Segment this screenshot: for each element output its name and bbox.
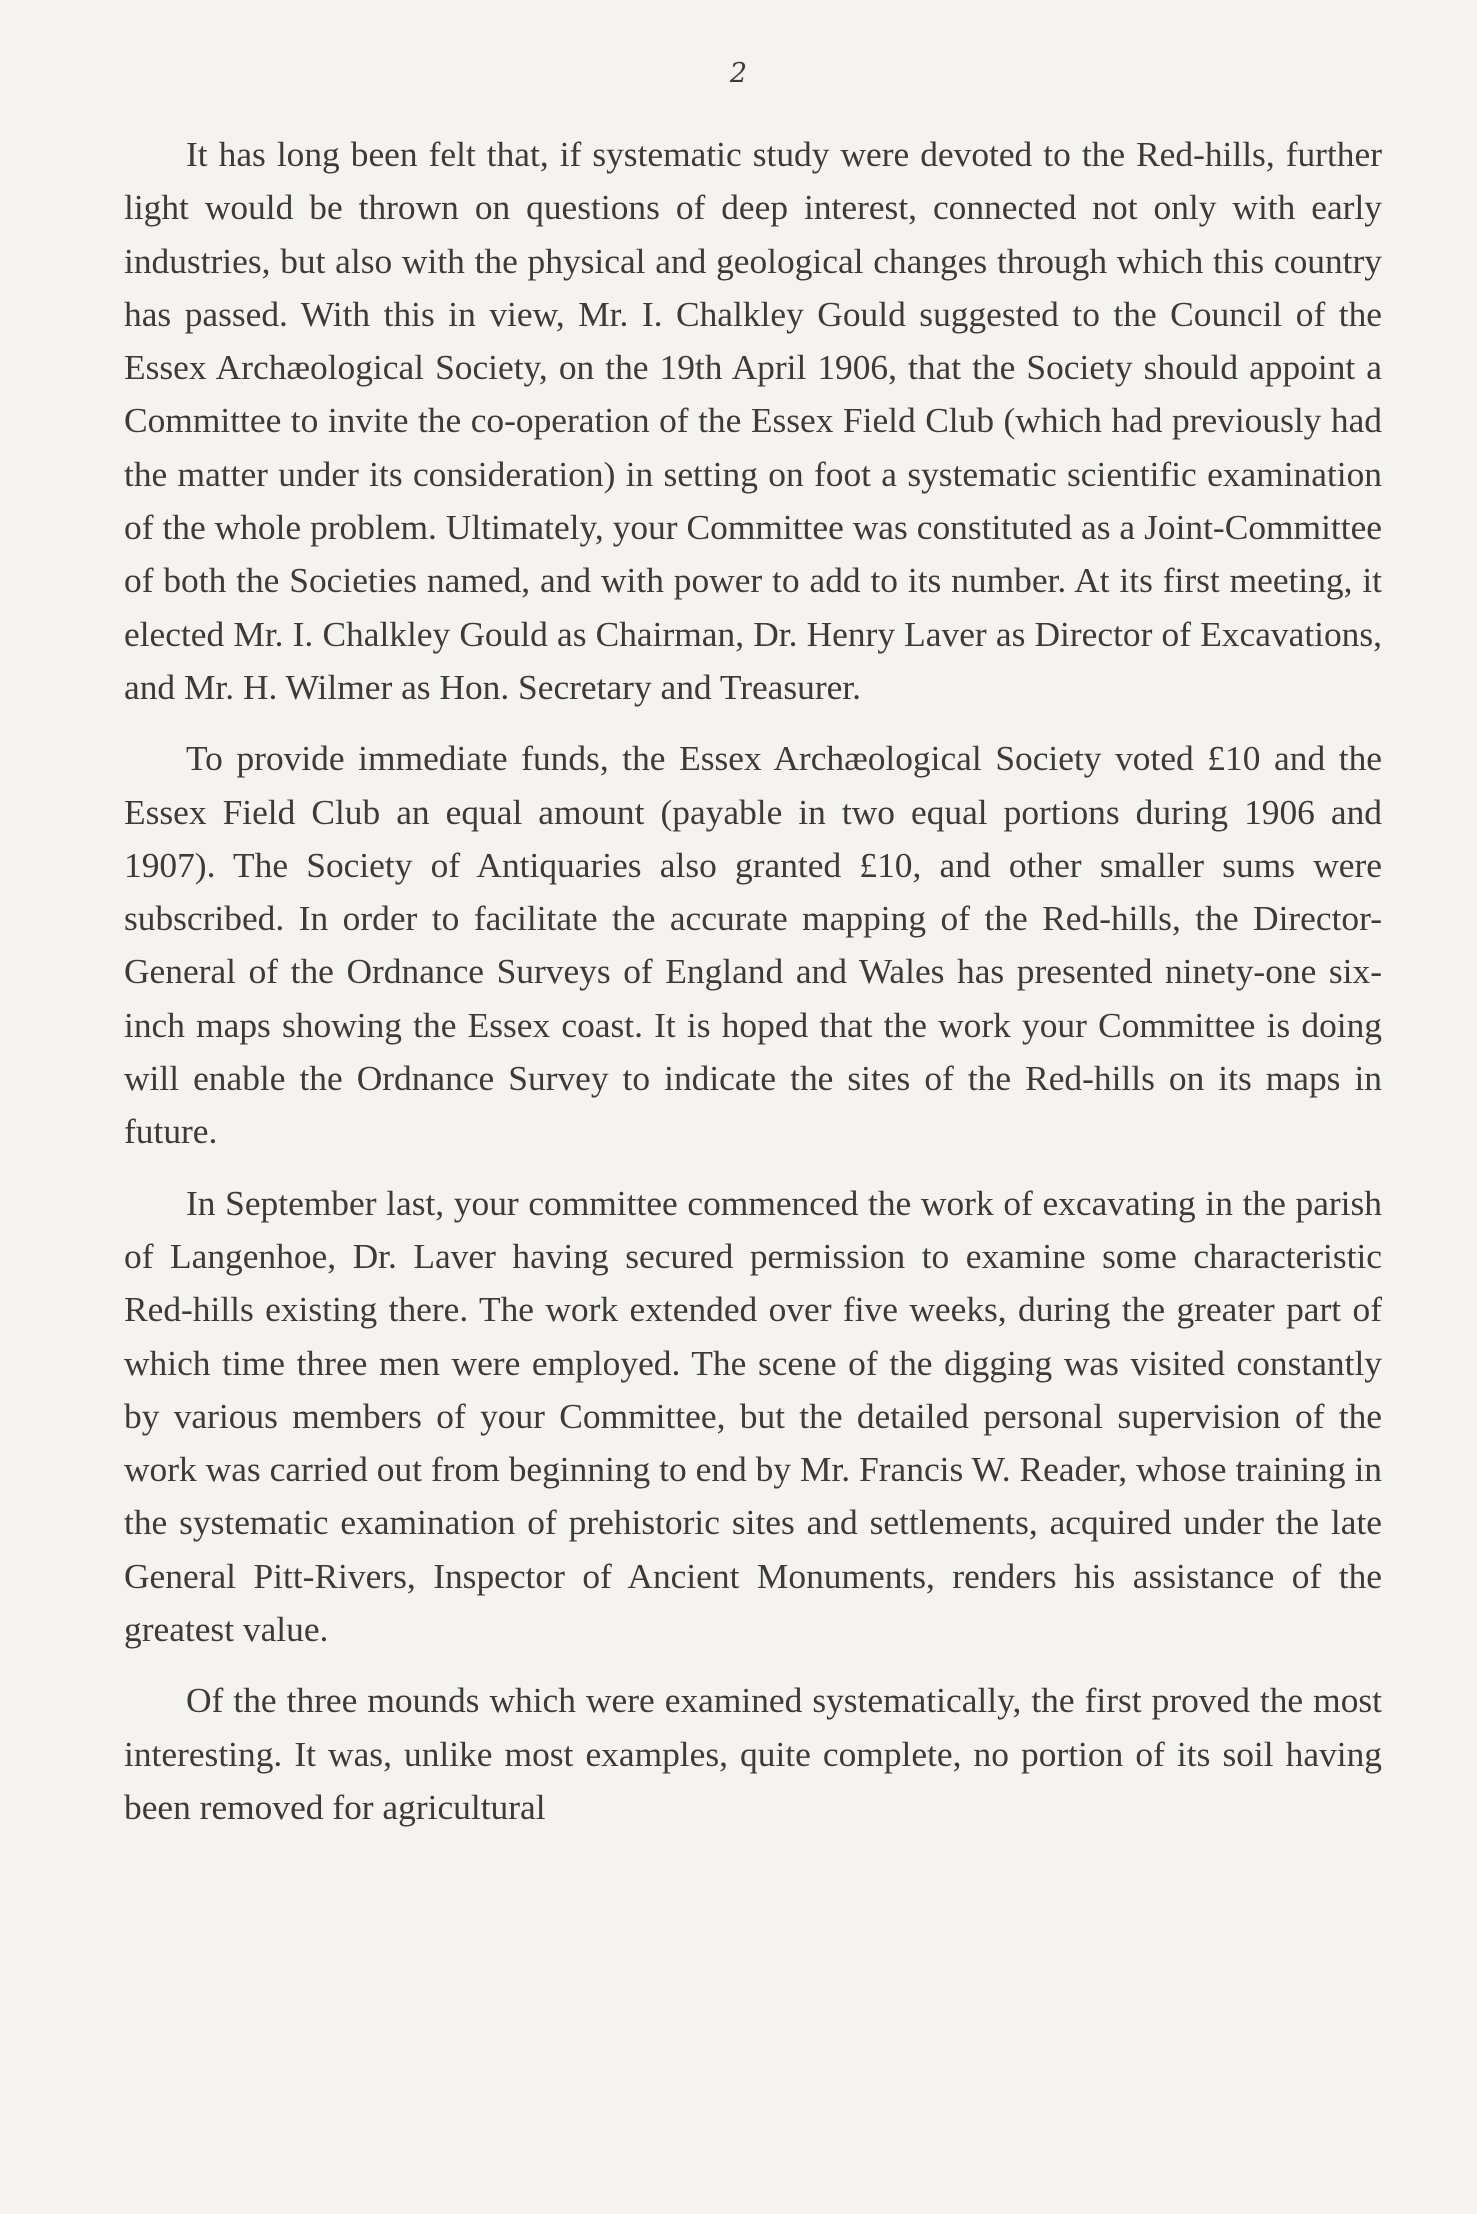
paragraph-mounds: Of the three mounds which were examined systematically, the first proved the most interesting. It was, unlike most examples, quite complete, no portion of its soil having been removed for agricultural <box>124 1680 1382 1827</box>
paragraph-funding: To provide immediate funds, the Essex Archæological Society voted £10 and the Essex Field Club an equal amount (payable in two equal portions during 1906 and 1907). The Society of Antiquaries also granted £10, and other smaller sums were subscribed. In order to facilitate the accurate mapping of the Red-hills, the Director-General of the Ordnance Surveys of England and Wales has presented ninety-one six-inch maps showing the Essex coast. It is hoped that the work your Committee is doing will enable the Ordnance Survey to indicate the sites of the Red-hills on its maps in future. <box>124 738 1382 1152</box>
paragraph-excavation: In September last, your committee commenced the work of excavating in the parish of Langenhoe, Dr. Laver having secured permission to examine some characteristic Red-hills existing there. The work extended over five weeks, during the greater part of which time three men were employed. The scene of the digging was visited constantly by various members of your Committee, but the detailed personal supervision of the work was carried out from beginning to end by Mr. Francis W. Reader, whose training in the systematic examination of prehistoric sites and settlements, acquired under the late General Pitt-Rivers, Inspector of Ancient Monuments, renders his assistance of the greatest value. <box>124 1182 1382 1650</box>
page-number: 2 <box>729 58 748 89</box>
body-text <box>124 128 1382 1834</box>
paragraph-committee-formation: It has long been felt that, if systematic study were devoted to the Red-hills, further light would be thrown on questions of deep interest, connected not only with early industries, but also with the physical and geological changes through which this country has passed. With this in view, Mr. I. Chalkley Gould suggested to the Council of the Essex Archæological Society, on the 19th April 1906, that the Society should appoint a Committee to invite the co-operation of the Essex Field Club (which had previously had the matter under its consideration) in setting on foot a systematic scientific examination of the whole problem. Ultimately, your Committee was constituted as a Joint-Committee of both the Societies named, and with power to add to its number. At its first meeting, it elected Mr. I. Chalkley Gould as Chairman, Dr. Henry Laver as Director of Excavations, and Mr. H. Wilmer as Hon. Secretary and Treasurer. <box>124 134 1382 707</box>
